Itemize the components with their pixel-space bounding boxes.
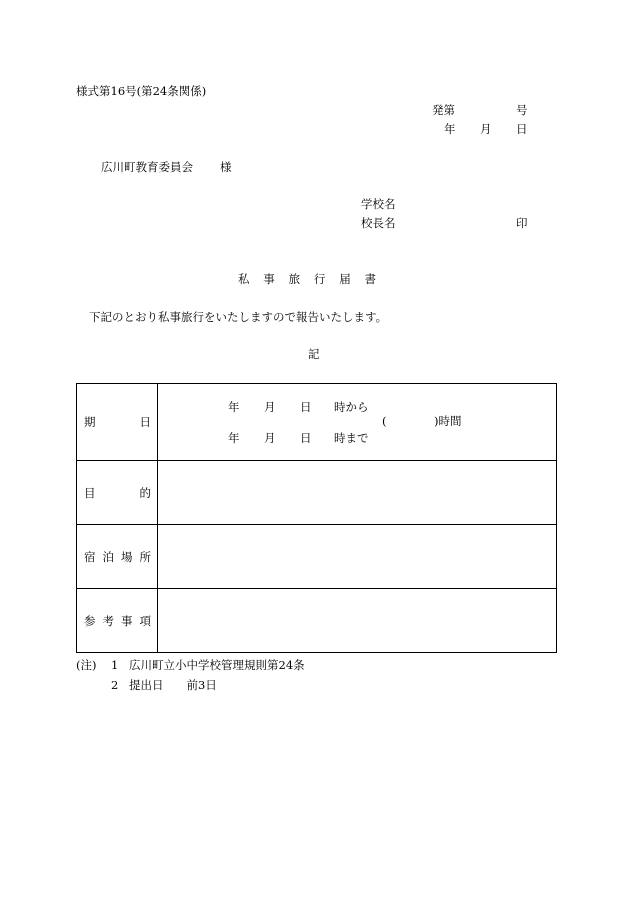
seal-label: 印 <box>516 216 528 230</box>
label-char: 的 <box>139 485 151 500</box>
addressee-honorific: 様 <box>220 160 232 174</box>
label-char: 宿 <box>84 549 96 564</box>
label-char: 項 <box>139 613 151 628</box>
from-month-label: 月 <box>264 400 276 414</box>
table-row-purpose <box>77 461 557 525</box>
from-year-label: 年 <box>228 400 240 414</box>
from-hour-label: 時から <box>334 400 369 414</box>
until-year-label: 年 <box>228 431 240 445</box>
title-char: 私 <box>238 272 250 286</box>
date-day-label: 日 <box>516 122 528 136</box>
until-month-label: 月 <box>264 431 276 445</box>
from-day-label: 日 <box>300 400 312 414</box>
label-char: 事 <box>121 613 133 628</box>
intro-text: 下記のとおり私事旅行をいたしますので報告いたします。 <box>89 310 388 324</box>
notes-prefix: (注) <box>76 658 97 672</box>
title-char: 事 <box>263 272 275 286</box>
period-value-cell[interactable] <box>158 384 557 461</box>
principal-name-label: 校長名 <box>361 216 396 230</box>
issue-number-prefix: 発第 <box>432 103 455 117</box>
school-name-label: 学校名 <box>361 197 396 211</box>
note-text: 広川町立小中学校管理規則第24条 <box>129 658 305 672</box>
duration-hours-label: )時間 <box>434 414 462 428</box>
until-day-label: 日 <box>300 431 312 445</box>
label-char: 泊 <box>102 549 114 564</box>
title-char: 旅 <box>288 272 301 286</box>
label-char: 参 <box>84 613 96 628</box>
document-title <box>238 274 376 286</box>
date-month-label: 月 <box>480 122 492 136</box>
label-cell <box>77 525 158 589</box>
purpose-value-cell[interactable] <box>158 461 557 525</box>
label-cell <box>77 589 158 653</box>
ki-label: 記 <box>308 347 320 361</box>
duration-open-paren: ( <box>382 414 387 428</box>
note-number: 1 <box>111 658 119 672</box>
table-row-period <box>77 384 557 461</box>
travel-form-table <box>76 383 557 653</box>
date-year-label: 年 <box>444 122 456 136</box>
label-char: 期 <box>84 415 96 429</box>
title-char: 行 <box>313 272 326 286</box>
note-number: 2 <box>111 678 119 692</box>
table-row-lodging <box>77 525 557 589</box>
form-number: 様式第16号(第24条関係) <box>76 84 207 98</box>
note-text: 提出日 前3日 <box>129 678 217 692</box>
title-char: 書 <box>364 272 376 286</box>
label-char: 目 <box>84 485 96 500</box>
issue-number-suffix: 号 <box>516 103 528 117</box>
remarks-value-cell[interactable] <box>158 589 557 653</box>
addressee-name: 広川町教育委員会 <box>101 160 193 174</box>
label-char: 場 <box>121 549 133 564</box>
label-cell <box>77 461 158 525</box>
lodging-value-cell[interactable] <box>158 525 557 589</box>
until-hour-label: 時まで <box>334 431 369 445</box>
label-cell <box>77 384 158 461</box>
label-char: 日 <box>139 415 151 429</box>
table-row-remarks <box>77 589 557 653</box>
title-char: 届 <box>339 272 351 286</box>
label-char: 所 <box>139 549 151 564</box>
label-char: 考 <box>102 613 114 628</box>
